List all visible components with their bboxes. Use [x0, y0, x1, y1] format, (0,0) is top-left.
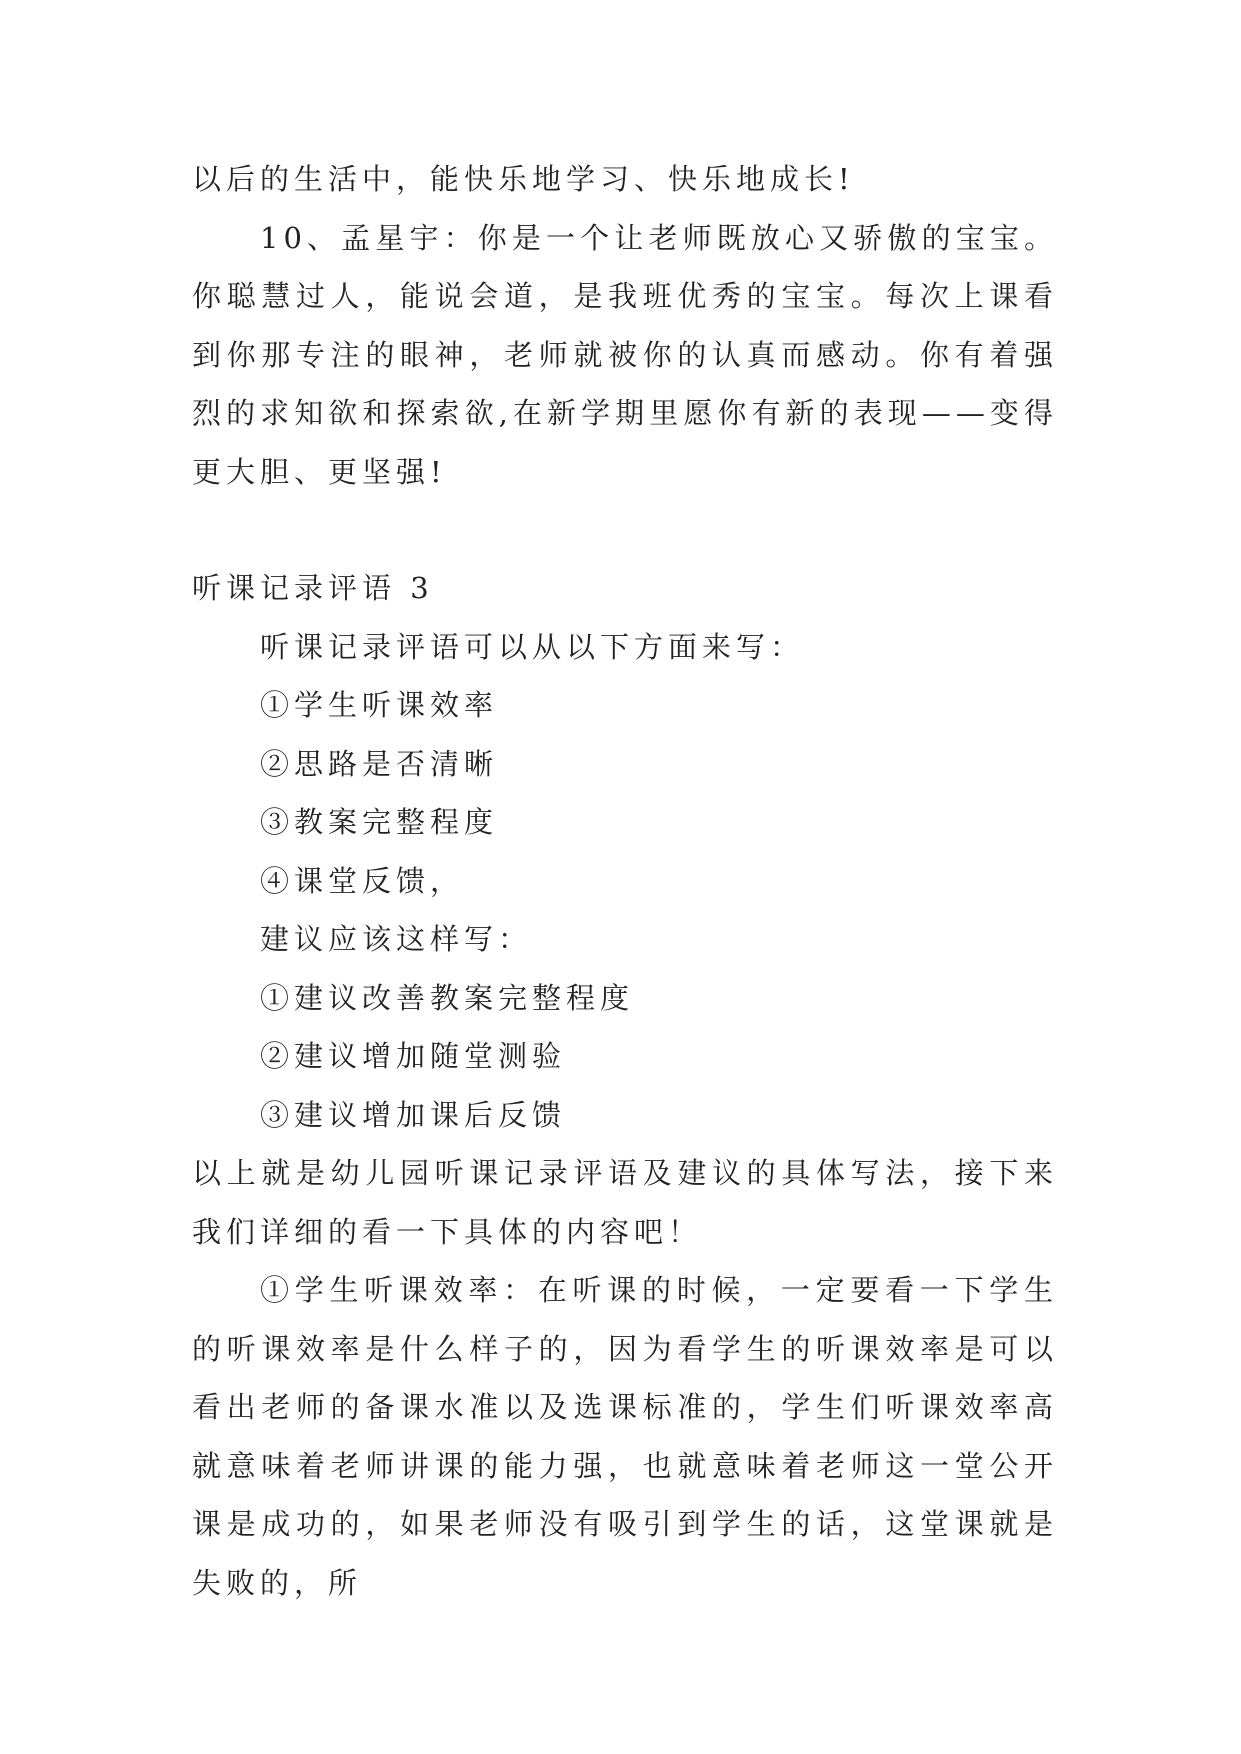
detail-paragraph: ①学生听课效率：在听课的时候，一定要看一下学生的听课效率是什么样子的，因为看学生的听课效率是可以看出老师的备课水准以及选课标准的，学生们听课效率高就意味着老师讲课的能力强，也就意味着老师这一堂公开课是成功的，如果老师没有吸引到学生的话，这堂课就是失败的，所: [192, 1273, 1058, 1600]
section-title: 听课记录评语 3: [192, 571, 434, 605]
paragraph-comment-10: 10、孟星宇：你是一个让老师既放心又骄傲的宝宝。你聪慧过人，能说会道，是我班优秀的宝宝。每次上课看到你那专注的眼神，老师就被你的认真而感动。你有着强烈的求知欲和探索欲,在新学期里愿你有新的表现——变得更大胆、更坚强!: [192, 220, 1058, 489]
suggestion-intro: 建议应该这样写：: [260, 922, 533, 956]
suggestion-item: ③建议增加课后反馈: [260, 1097, 567, 1132]
document-body: [192, 150, 1058, 1612]
aspect-item: ③教案完整程度: [260, 805, 499, 839]
aspect-item: ②思路是否清晰: [260, 746, 499, 781]
suggestion-item: ②建议增加随堂测验: [260, 1039, 567, 1073]
aspect-item: ①学生听课效率: [260, 688, 499, 722]
paragraph-continuation: 以后的生活中，能快乐地学习、快乐地成长!: [192, 162, 855, 196]
suggestion-item: ①建议改善教案完整程度: [260, 980, 635, 1015]
intro-line: 听课记录评语可以从以下方面来写：: [260, 629, 805, 664]
aspect-item: ④课堂反馈，: [260, 863, 465, 898]
summary-paragraph: 以上就是幼儿园听课记录评语及建议的具体写法，接下来我们详细的看一下具体的内容吧！: [192, 1156, 1058, 1249]
